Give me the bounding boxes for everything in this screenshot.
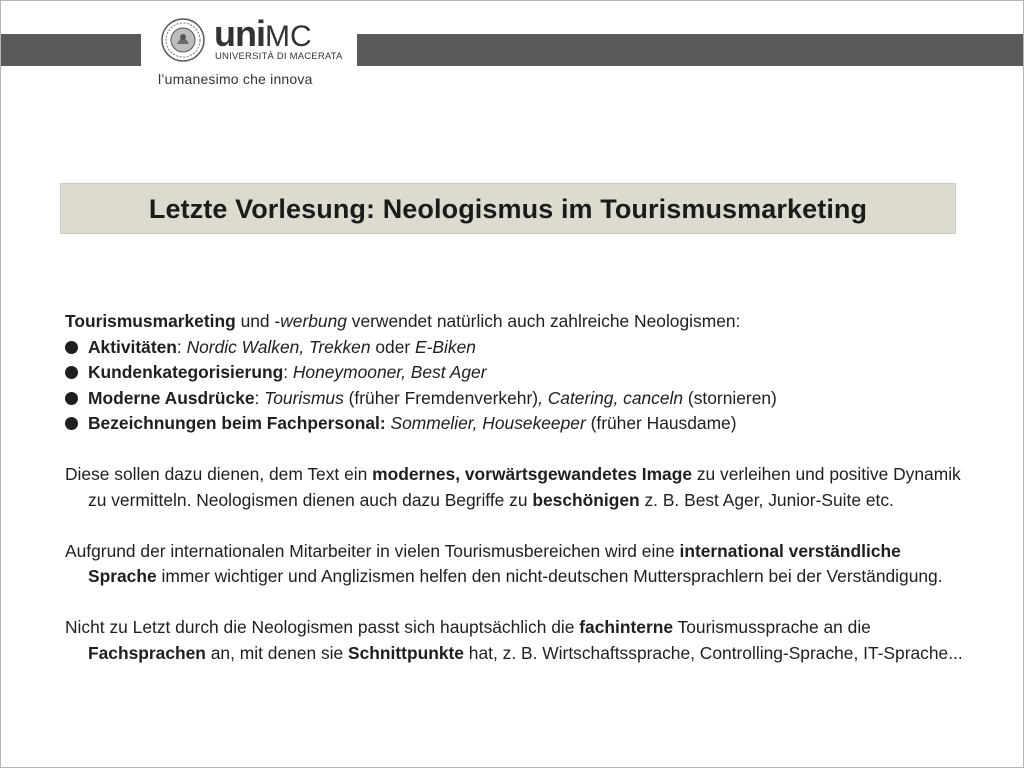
bullet-item-activities: Aktivitäten: Nordic Walken, Trekken oder E-Biken xyxy=(65,335,965,361)
logo-wordmark-thin: MC xyxy=(264,20,312,53)
bullet-label: Moderne Ausdrücke xyxy=(88,387,255,408)
header-band-right xyxy=(357,34,1024,66)
paragraph-international: Aufgrund der internationalen Mitarbeiter in vielen Tourismusbereichen wird eine international verständliche Sprache immer wichtiger und Anglizismen helfen den nicht-deutschen Muttersprachlern bei der Verständigung. xyxy=(65,540,943,586)
slide-title: Letzte Vorlesung: Neologismus im Tourismusmarketing xyxy=(148,194,868,224)
bullet-italic: Tourismus xyxy=(264,387,344,408)
bullet-label: Kundenkategorisierung xyxy=(88,362,284,382)
bullet-italic: E-Biken xyxy=(415,336,476,357)
logo-university-name: UNIVERSITÀ DI MACERATA xyxy=(215,51,343,62)
bullet-item-modern-terms: Moderne Ausdrücke: Tourismus (früher Fremdenverkehr), Catering, canceln (stornieren) xyxy=(65,386,965,412)
intro-text-1: und - xyxy=(235,311,281,331)
bullet-label: Bezeichnungen beim Fachpersonal: xyxy=(88,413,386,433)
bullet-label: Aktivitäten xyxy=(88,336,177,357)
bullet-italic: Honeymooner, Best Ager xyxy=(292,362,487,382)
bullet-italic: Sommelier, Housekeeper xyxy=(390,413,586,433)
logo-tagline: l’umanesimo che innova xyxy=(158,71,313,87)
paragraph-technical-language: Nicht zu Letzt durch die Neologismen passt sich hauptsächlich die fachinterne Tourismussprache an die Fachsprachen an, mit denen sie Schnittpunkte hat, z. B. Wirtschaftssprache, Controlling-Sprache, IT-Sprache... xyxy=(65,617,963,663)
header-band-left xyxy=(1,34,141,66)
university-logo xyxy=(157,13,343,68)
logo-wordmark xyxy=(214,13,312,54)
paragraph-image: Diese sollen dazu dienen, dem Text ein modernes, vorwärtsgewandetes Image zu verleihen und positive Dynamik zu vermitteln. Neologismen dienen auch dazu Begriffe zu beschönigen z. B. Best Ager, Junior-Suite etc. xyxy=(65,464,961,510)
bullet-dot-icon xyxy=(65,417,78,430)
bullet-dot-icon xyxy=(65,392,78,405)
intro-bold-term: Tourismusmarketing xyxy=(65,311,236,331)
intro-line xyxy=(65,309,965,335)
slide-content xyxy=(65,309,965,666)
intro-text-2: verwendet natürlich auch zahlreiche Neologismen: xyxy=(346,311,741,331)
university-seal-icon xyxy=(161,18,205,62)
bullet-italic: , Catering, canceln xyxy=(538,387,684,408)
bullet-item-staff: Bezeichnungen beim Fachpersonal: Sommelier, Housekeeper (früher Hausdame) xyxy=(65,411,965,437)
bullet-dot-icon xyxy=(65,366,78,379)
logo-wordmark-bold: uni xyxy=(214,13,265,54)
bullet-italic: Nordic Walken, Trekken xyxy=(186,336,371,357)
intro-italic-term: werbung xyxy=(280,311,347,331)
bullet-item-customers: Kundenkategorisierung: Honeymooner, Best Ager xyxy=(65,360,965,386)
bullet-dot-icon xyxy=(65,341,78,354)
slide-title-bar xyxy=(60,183,956,234)
